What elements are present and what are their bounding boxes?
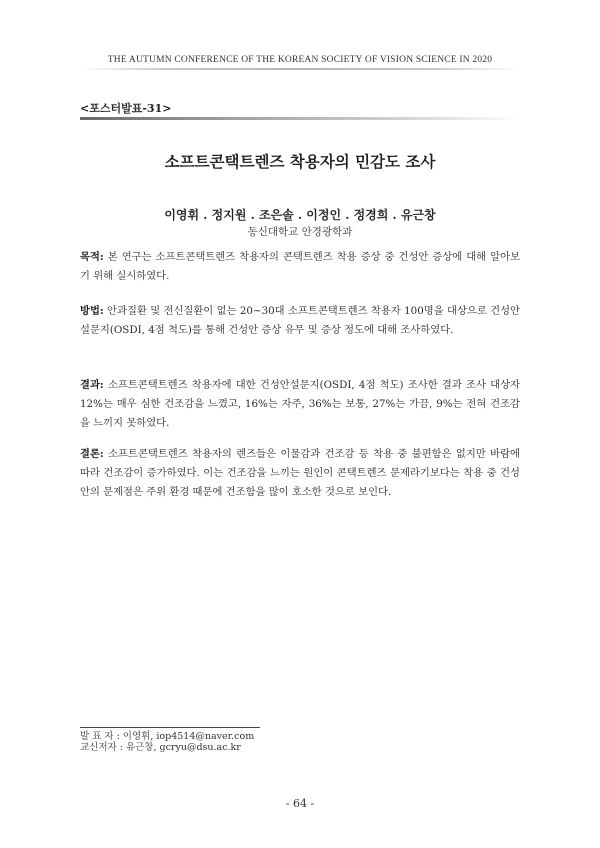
author-list: 이영휘 . 정지원 . 조은솔 . 이정인 . 정경희 . 유근창: [164, 208, 436, 222]
section-heading: 결과:: [80, 379, 104, 391]
section-purpose: [80, 248, 520, 286]
page-number: - 64 -: [285, 797, 315, 810]
section-body: 소프트콘택트렌즈 착용자에 대한 건성안설문지(OSDI, 4점 척도) 조사한 결과 조사 대상자 12%는 매우 심한 건조감을 느꼈고, 16%는 자주, 36%는 보통, 27%는 가끔, 9%는 전혀 건조감을 느끼지 못하였다.: [80, 379, 520, 429]
poster-label: <포스터발표-31>: [80, 102, 172, 115]
footnote-presenter: 발 표 자 : 이영휘, iop4514@naver.com: [80, 731, 255, 742]
section-body: 안과질환 및 전신질환이 없는 20~30대 소프트콘택트렌즈 착용자 100명을 대상으로 건성안설문지(OSDI, 4점 척도)를 통해 건성안 증상 유무 및 증상 정도에 대해 조사하였다.: [80, 305, 520, 336]
section-conclusion: [80, 445, 520, 502]
section-method: [80, 302, 520, 340]
header-divider: [80, 68, 520, 70]
affiliation: 동신대학교 안경광학과: [247, 226, 353, 238]
label-divider: [80, 117, 520, 120]
section-body: 소프트콘택트렌즈 착용자의 렌즈들은 이물감과 건조감 등 착용 중 불편함은 없지만 바람에 따라 건조감이 증가하였다. 이는 건조감을 느끼는 원인이 콘택트렌즈 문제라기보다는 착용 중 건성안의 문제점은 주위 환경 때문에 건조함을 많이 호소한 것으로 보인다.: [80, 448, 520, 498]
footnote-corresponding: 교신저자 : 유근창, gcryu@dsu.ac.kr: [80, 742, 241, 753]
footnote-divider: [80, 727, 260, 728]
conference-header: THE AUTUMN CONFERENCE OF THE KOREAN SOCIETY OF VISION SCIENCE IN 2020: [107, 55, 493, 65]
paper-title: 소프트콘택트렌즈 착용자의 민감도 조사: [164, 152, 436, 171]
section-body: 본 연구는 소프트콘택트렌즈 착용자의 콘택트렌즈 착용 증상 중 건성안 증상에 대해 알아보기 위해 실시하였다.: [80, 251, 520, 282]
section-heading: 결론:: [80, 448, 104, 460]
section-result: [80, 376, 520, 433]
section-heading: 방법:: [80, 305, 104, 317]
section-heading: 목적:: [80, 251, 104, 263]
